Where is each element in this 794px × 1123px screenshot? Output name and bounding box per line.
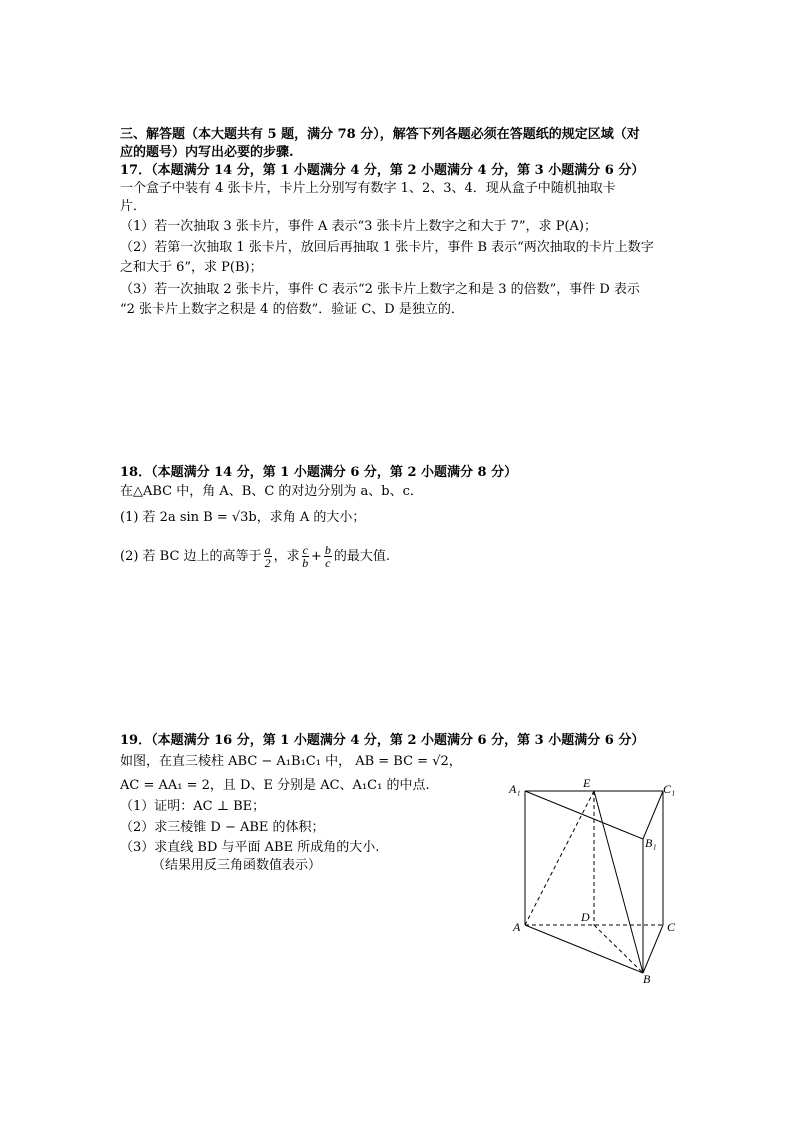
- label-c1: C₁: [663, 782, 676, 796]
- edge-b1-c1: [643, 791, 663, 839]
- fraction-a-den: 2: [264, 556, 271, 570]
- fraction-c-num: c: [302, 543, 308, 557]
- fraction-a-over-2: [264, 544, 272, 569]
- q19-part2: （2）求三棱锥 D − ABE 的体积；: [120, 820, 325, 835]
- q19-part3: （3）求直线 BD 与平面 ABE 所成角的大小.: [120, 840, 380, 855]
- q18-part2-mid: ，求: [273, 549, 300, 564]
- label-a1: A₁: [509, 782, 521, 796]
- q17-intro-line1: 一个盒子中装有 4 张卡片，卡片上分别写有数字 1、2、3、4．现从盒子中随机抽取卡: [120, 181, 616, 196]
- edge-a1-b1: [525, 791, 643, 839]
- q19-intro-line1: 如图，在直三棱柱 ABC − A₁B₁C₁ 中， AB = BC = √2，: [120, 754, 462, 769]
- q18-header: 18．（本题满分 14 分，第 1 小题满分 6 分，第 2 小题满分 8 分）: [120, 465, 518, 480]
- plus-sign: +: [310, 549, 322, 564]
- q19-part1: （1）证明：AC ⊥ BE；: [120, 799, 266, 814]
- edge-a-b: [525, 925, 643, 973]
- fraction-b-den: c: [325, 556, 331, 570]
- q17-part2-line2: 之和大于 6”，求 P(B)；: [120, 260, 263, 275]
- label-a: A: [513, 920, 521, 934]
- label-d: D: [581, 910, 590, 924]
- q19-intro-line2: AC = AA₁ = 2，且 D、E 分别是 AC、A₁C₁ 的中点.: [120, 778, 430, 793]
- q17-part3-line1: （3）若一次抽取 2 张卡片，事件 C 表示“2 张卡片上数字之和是 3 的倍数”，事件 D 表示: [120, 282, 640, 297]
- prism-figure: [505, 775, 685, 985]
- q17-part2-line1: （2）若第一次抽取 1 张卡片，放回后再抽取 1 张卡片，事件 B 表示“两次抽取的卡片上数字: [120, 240, 654, 255]
- label-b1: B₁: [645, 836, 657, 850]
- label-b: B: [643, 972, 651, 985]
- q17-header: 17．（本题满分 14 分，第 1 小题满分 4 分，第 2 小题满分 4 分，第 3 小题满分 6 分）: [120, 163, 645, 178]
- q18-intro: 在△ABC 中，角 A、B、C 的对边分别为 a、b、c．: [120, 484, 423, 499]
- q19-note: （结果用反三角函数值表示）: [152, 858, 322, 873]
- fraction-c-den: b: [302, 556, 309, 570]
- q19-header: 19．（本题满分 16 分，第 1 小题满分 4 分，第 2 小题满分 6 分，第 3 小题满分 6 分）: [120, 733, 645, 748]
- fraction-b-num: b: [324, 543, 331, 557]
- section-heading-line1: 三、解答题（本大题共有 5 题，满分 78 分），解答下列各题必须在答题纸的规定区域（对: [120, 127, 640, 142]
- q18-part1: (1) 若 2a sin B = √3b，求角 A 的大小；: [120, 510, 366, 525]
- q17-part3-line2: “2 张卡片上数字之积是 4 的倍数”．验证 C、D 是独立的．: [120, 302, 464, 317]
- q17-part1: （1）若一次抽取 3 张卡片，事件 A 表示“3 张卡片上数字之和大于 7”，求 P(A)；: [120, 219, 597, 234]
- edge-b-c: [643, 925, 663, 973]
- fraction-b-over-c: [324, 544, 332, 569]
- label-c: C: [667, 920, 676, 934]
- fraction-c-over-b: [302, 544, 309, 569]
- segment-d-b-hidden: [594, 925, 643, 973]
- q18-part2-suffix: 的最大值.: [333, 549, 390, 564]
- q17-intro-line2: 片．: [120, 199, 147, 214]
- fraction-a-num: a: [264, 543, 271, 557]
- q18-part2-prefix: (2) 若 BC 边上的高等于: [120, 549, 262, 564]
- segment-e-a-hidden: [525, 791, 594, 925]
- segment-e-b: [594, 791, 643, 973]
- q18-part2: [120, 544, 390, 570]
- label-e: E: [583, 776, 591, 790]
- section-heading-line2: 应的题号）内写出必要的步骤.: [120, 145, 294, 160]
